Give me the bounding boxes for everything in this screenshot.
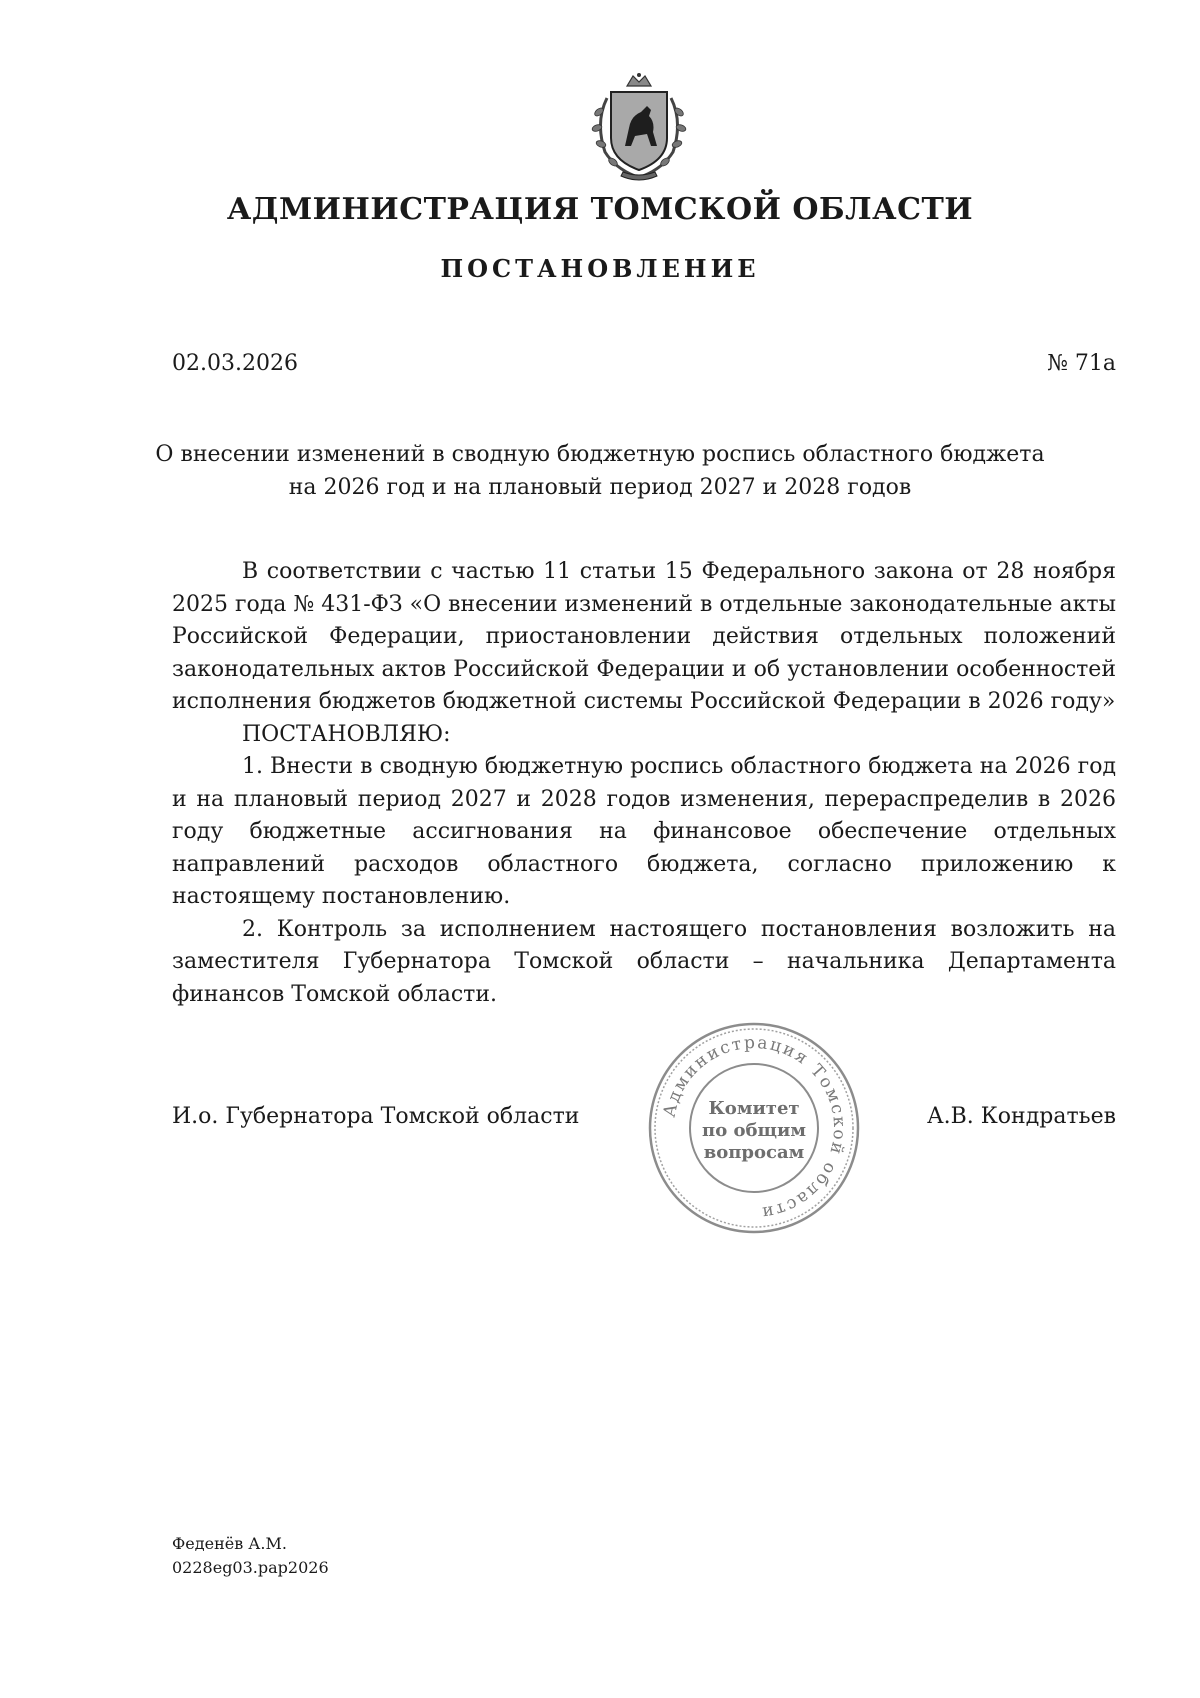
preamble-paragraph: В соответствии с частью 11 статьи 15 Федерального закона от 28 ноября 2025 года № 431-ФЗ «О внесении изменений в отдельные законодательные акты Российской Федерации, приостановлении действия отдельных положений законодательных актов Российской Федерации и об установлении особенностей исполнения бюджетов бюджетной системы Российской Федерации в 2026 году» <box>172 559 1117 714</box>
organization-title: АДМИНИСТРАЦИЯ ТОМСКОЙ ОБЛАСТИ <box>226 192 974 227</box>
document-type: ПОСТАНОВЛЕНИЕ <box>440 254 760 283</box>
document-body <box>172 556 1116 1011</box>
signatory-position: И.о. Губернатора Томской области <box>172 1104 580 1129</box>
signatory-name: А.В. Кондратьев <box>926 1104 1116 1129</box>
document-date: 02.03.2026 <box>172 351 298 376</box>
document-number: № 71а <box>1047 351 1116 376</box>
stamp-center-line-1: Комитет <box>708 1098 800 1119</box>
item-2-paragraph: 2. Контроль за исполнением настоящего постановления возложить на заместителя Губернатора Томской области – начальника Департамента финансов Томской области. <box>172 916 1116 1007</box>
official-stamp <box>644 1018 864 1238</box>
footer <box>172 1532 329 1580</box>
resolve-heading: ПОСТАНОВЛЯЮ: <box>242 721 451 747</box>
stamp-center-line-2: по общим <box>702 1120 806 1141</box>
file-code: 0228eg03.pap2026 <box>172 1558 329 1577</box>
subject-line-1: О внесении изменений в сводную бюджетную роспись областного бюджета <box>155 442 1045 467</box>
executor-name: Феденёв А.М. <box>172 1534 287 1553</box>
item-1-paragraph: 1. Внести в сводную бюджетную роспись областного бюджета на 2026 год и на плановый период 2027 и 2028 годов изменения, перераспределив в 2026 году бюджетные ассигнования на финансовое обеспечение отдельных направлений расходов областного бюджета, согласно приложению к настоящему постановлению. <box>172 754 1116 909</box>
document-subject <box>0 438 1200 504</box>
stamp-ring-text: Администрация Томской области <box>659 1032 850 1223</box>
stamp-center-line-3: вопросам <box>703 1142 805 1163</box>
subject-line-2: на 2026 год и на плановый период 2027 и 2028 годов <box>288 475 912 500</box>
coat-of-arms-icon <box>585 72 693 184</box>
